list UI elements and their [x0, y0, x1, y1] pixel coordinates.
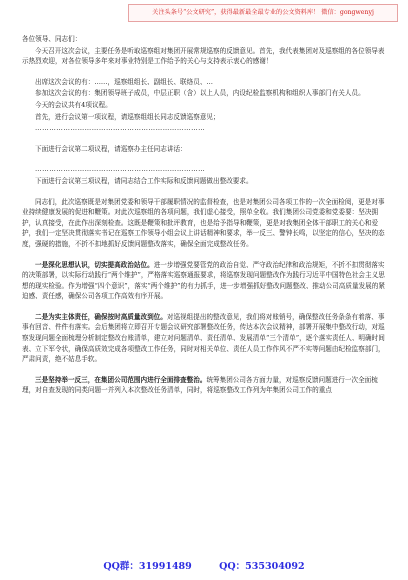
paragraph-opening: 今天召开这次会议，主要任务是听取巡察组对集团开展常规巡察的反馈意见。首先，我代表集团对及巡察组的各位领导表示热烈欢迎，对各位领导多年来对事业特别是工作给予的关心与支持表示衷心的感谢！ [22, 46, 385, 66]
document-body [22, 34, 386, 397]
paragraph-attendees: 出席这次会议的有：……，巡察组组长、副组长、联络员、… [35, 77, 214, 86]
footer-contacts [0, 558, 408, 572]
point-3-heading: 三是坚持举一反三，在集团公司范围内进行全面排查整治。 [35, 375, 207, 384]
paragraph-point-3 [22, 375, 386, 396]
point-3-body: 统筹集团公司各方面力量，对巡察反馈问题进行一次全面梳理，对自查发现的同类问题一并列入本次整改任务清单，同时，将巡察整改工作列为年集团公司工作的重点 [22, 375, 378, 395]
point-2-heading: 二是为实主体责任，确保按时高质量改到位。 [35, 312, 167, 321]
footer-qq: QQ：535304092 [219, 561, 305, 572]
paragraph-participants: 参加这次会议的有：集团领导班子成员，中层正职（含）以上人员，内设纪检监察机构和组织人事部门有关人员。 [35, 89, 365, 98]
spacer [22, 366, 386, 375]
spacer [22, 155, 386, 164]
point-1-body: 进一步增强党要管党的政治自觉、严守政治纪律和政治规矩，不折不扣贯彻落实的决策部署，以实际行动践行“两个维护”，严格落实巡察通报要求，将巡察发现问题整改作为践行习近平中国特色社会主义思想的现实检验。作为增强“四个意识”，落实“两个维护”的有力抓手，进一步增强抓好整改问题整改、推动公司高质量发展的紧迫感、责任感，确保公司各项工作高效有序开展。 [22, 260, 385, 301]
salutation: 各位领导、同志们： [22, 35, 82, 43]
paragraph-point-2 [22, 312, 386, 365]
spacer [22, 188, 386, 197]
paragraph-point-1 [22, 260, 386, 302]
paragraph-main: 同志们，此次巡察既是对集团党委和领导干部履职情况的监督检查，也是对集团公司各项工作的一次全面检阅，更是对事业持续健康发展的促进和鞭策。对此次巡察组的各项问题，我们虚心接受，照单全收。我们集团公司党委和党委要：坚决拥护，认真接受，在此作出深刻检查。这既是鞭策和批评教育，也是给予指导和鞭策，更是对我集团全体干部职工的关心和爱护，我们一定坚决贯彻落实书记在巡察工作领导小组会议上讲话精神和要求，举一反三、警钟长鸣，以坚定的信心，坚决的态度，强硬的措施，不折不扣地抓好反馈问题整改落实，确保全面完成整改任务。 [22, 197, 385, 248]
spacer [22, 251, 386, 260]
footer-qq-group: QQ群：31991489 [103, 561, 192, 572]
paragraph-agenda-3: 下面进行会议第三项议程，请同志结合工作实际和反馈问题做出整改要求。 [35, 176, 253, 185]
spacer [22, 303, 386, 312]
dotted-line-2: ……………………………………………………………… [35, 165, 206, 174]
point-1-heading: 一是深化思想认识，切实提高政治站位。 [35, 260, 154, 269]
spacer [22, 135, 386, 144]
paragraph-agenda-2: 下面进行会议第二项议程，请巡察办主任同志讲话： [35, 144, 187, 153]
paragraph-agenda-count: 今天的会议共有4项议程。 [35, 100, 112, 109]
dotted-line-1: ……………………………………………………………… [35, 124, 206, 133]
paragraph-agenda-1: 首先，进行会议第一项议程，请巡察组组长同志反馈巡察意见； [35, 112, 220, 121]
spacer [22, 68, 386, 77]
point-2-body: 对巡视组提出的整改意见，我们将对账销号，确保整改任务条条有着落、事事有回音、件件有落实。会后集团将立即召开专题会议研究部署整改任务，传达本次会议精神，部署开展集中整改行动，对巡察发现问题全面梳理分析制定整改台账清单，建立对问题清单、责任清单、发展清单“三个清单”，逐个落实责任人、明确时间表、立下军令状，确保高质效完成各项整改工作任务，同时对相关单位、责任人员工作作风不严不实等问题由纪检监察部门，严肃问责，绝不姑息手软。 [22, 312, 385, 364]
header-banner: 关注头条号“公文研究”，获得最新最全最专业的公文资料库！ 微信：gongwenyj [128, 4, 398, 22]
